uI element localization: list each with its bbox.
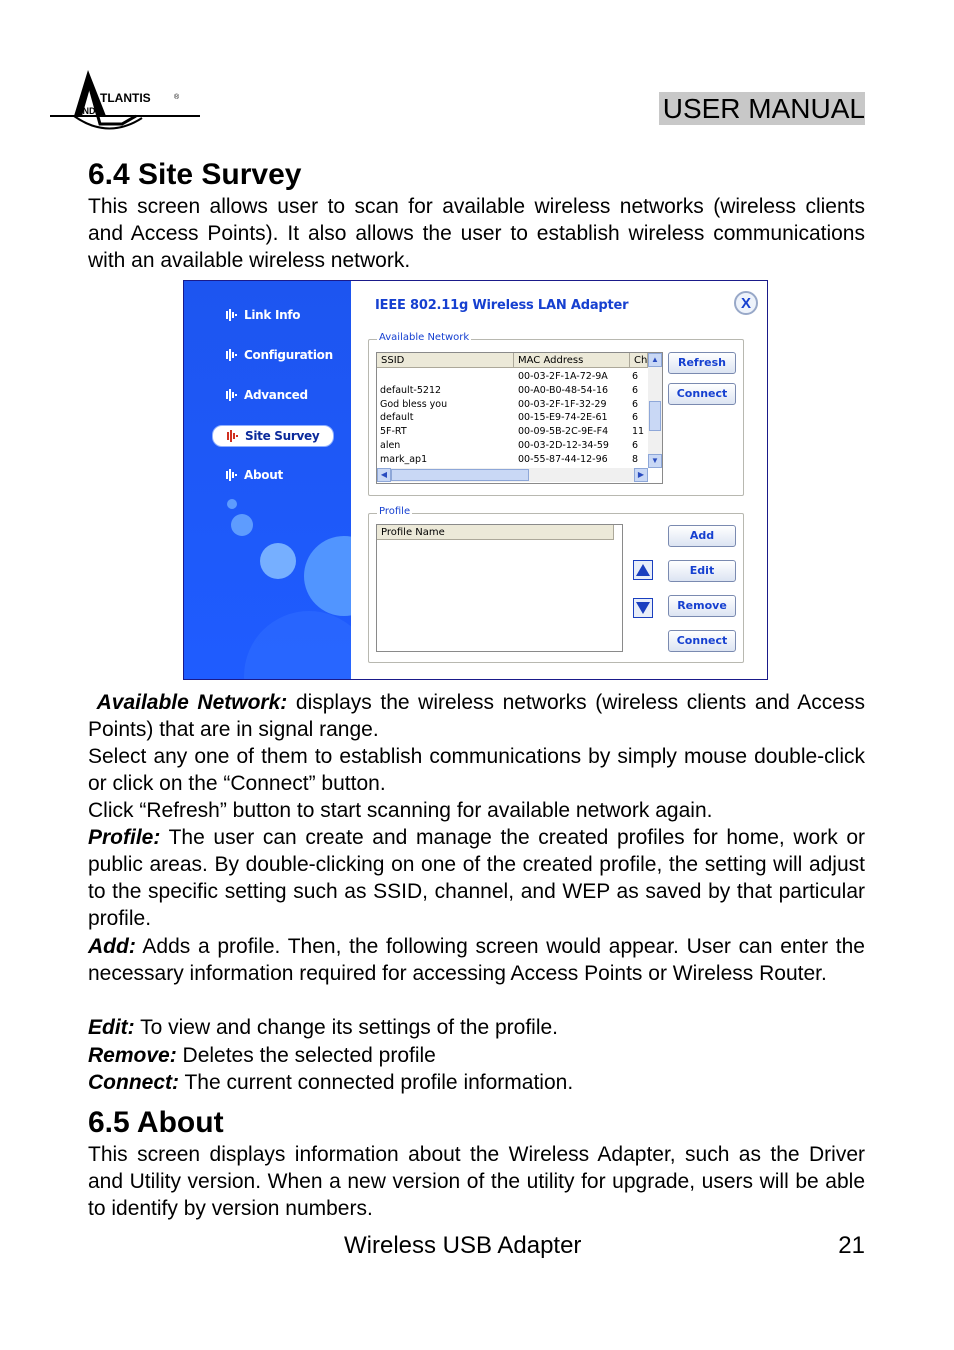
network-channel: 8 bbox=[632, 453, 639, 465]
edit-profile-button[interactable]: Edit bbox=[668, 560, 736, 582]
network-ssid: alen bbox=[380, 440, 401, 451]
network-row[interactable] bbox=[377, 398, 648, 411]
site-survey-intro: This screen allows user to scan for available wireless networks (wireless clients and Access Points). It also allows the user to establish wireless communications with an available wireless network. bbox=[88, 195, 865, 272]
column-channel[interactable]: Ch bbox=[630, 353, 648, 368]
nav-configuration[interactable] bbox=[226, 345, 333, 365]
edit-desc: Edit: To view and change its settings of the profile. bbox=[88, 1016, 559, 1039]
move-up-icon[interactable] bbox=[633, 560, 653, 580]
profile-group bbox=[368, 506, 744, 663]
nav-about[interactable] bbox=[226, 465, 283, 485]
network-row[interactable] bbox=[377, 411, 648, 424]
network-channel: 11 bbox=[632, 426, 645, 438]
svg-text:®: ® bbox=[174, 94, 180, 101]
about-text: This screen displays information about the Wireless Adapter, such as the Driver and Utility version. When a new version of the utility for upgrade, users will be able to identify by version numbers. bbox=[88, 1143, 865, 1220]
scroll-left-icon[interactable]: ◀ bbox=[377, 468, 391, 482]
remove-desc: Remove: Deletes the selected profile bbox=[88, 1044, 436, 1067]
network-mac: 00-15-E9-74-2E-61 bbox=[518, 412, 608, 424]
footer-product: Wireless USB Adapter bbox=[344, 1232, 582, 1259]
nav-label: Site Survey bbox=[245, 429, 320, 443]
network-channel: 6 bbox=[632, 384, 639, 396]
section-title-about: 6.5 About bbox=[88, 1106, 224, 1139]
signal-dots-icon bbox=[226, 349, 238, 361]
network-channel: 6 bbox=[632, 440, 639, 451]
scroll-right-icon[interactable]: ▶ bbox=[634, 468, 648, 482]
network-channel: 6 bbox=[632, 412, 639, 424]
network-ssid: mark_ap1 bbox=[380, 453, 428, 465]
app-title: IEEE 802.11g Wireless LAN Adapter bbox=[375, 298, 629, 313]
network-mac: 00-55-87-44-12-96 bbox=[518, 453, 608, 465]
profile-desc: Profile: The user can create and manage the created profiles for home, work or public areas. By double-clicking on one of the created profile, the setting will adjust to the specific setting such as SSID, channel, and WEP as saved by that particular profile. bbox=[88, 826, 865, 930]
add-profile-button[interactable]: Add bbox=[668, 525, 736, 547]
column-mac[interactable]: MAC Address bbox=[514, 353, 630, 368]
connect-network-button[interactable]: Connect bbox=[668, 383, 736, 405]
page-number: 21 bbox=[838, 1232, 865, 1259]
signal-dots-icon bbox=[227, 430, 239, 442]
profile-list[interactable] bbox=[376, 524, 623, 652]
network-mac: 00-09-5B-2C-9E-F4 bbox=[518, 426, 609, 438]
network-row[interactable] bbox=[377, 370, 648, 383]
connect-desc: Connect: The current connected profile information. bbox=[88, 1071, 574, 1094]
app-sidebar bbox=[184, 281, 351, 679]
network-row[interactable] bbox=[377, 439, 648, 452]
column-ssid[interactable]: SSID bbox=[377, 353, 514, 368]
refresh-button[interactable]: Refresh bbox=[668, 352, 736, 374]
site-survey-screenshot bbox=[183, 280, 768, 680]
network-mac: 00-03-2F-1F-32-29 bbox=[518, 398, 607, 410]
select-network-desc: Select any one of them to establish communications by simply mouse double-click or click on the “Connect” button. bbox=[88, 745, 865, 795]
scroll-up-icon[interactable]: ▲ bbox=[648, 353, 662, 367]
atlantis-logo bbox=[48, 68, 208, 140]
network-mac: 00-03-2D-12-34-59 bbox=[518, 440, 609, 451]
network-ssid: default-5212 bbox=[380, 384, 442, 396]
network-list-hscroll[interactable] bbox=[377, 468, 648, 482]
svg-text:TLANTIS: TLANTIS bbox=[100, 91, 151, 105]
nav-advanced[interactable] bbox=[226, 385, 308, 405]
network-mac: 00-A0-B0-48-54-16 bbox=[518, 384, 609, 396]
network-list-vscroll[interactable] bbox=[648, 353, 662, 468]
network-channel: 6 bbox=[632, 371, 639, 382]
signal-dots-icon bbox=[226, 389, 238, 401]
nav-label: Configuration bbox=[244, 348, 333, 362]
add-desc: Add: Adds a profile. Then, the following screen would appear. User can enter the necessary information required for accessing Access Points or Wireless Router. bbox=[88, 935, 865, 985]
network-mac: 00-03-2F-1A-72-9A bbox=[518, 371, 608, 382]
nav-site-survey[interactable] bbox=[212, 425, 334, 447]
user-manual-label: USER MANUAL bbox=[659, 92, 865, 125]
available-network-legend: Available Network bbox=[379, 332, 470, 343]
profile-legend: Profile bbox=[379, 506, 411, 517]
svg-text:AND: AND bbox=[76, 106, 96, 116]
nav-link-info[interactable] bbox=[226, 305, 300, 325]
signal-dots-icon bbox=[226, 469, 238, 481]
network-row[interactable] bbox=[377, 425, 648, 438]
section-title-site-survey: 6.4 Site Survey bbox=[88, 158, 302, 191]
network-ssid: 5F-RT bbox=[380, 426, 407, 438]
signal-dots-icon bbox=[226, 309, 238, 321]
column-profile-name[interactable]: Profile Name bbox=[377, 525, 614, 540]
nav-label: Advanced bbox=[244, 388, 308, 402]
remove-profile-button[interactable]: Remove bbox=[668, 595, 736, 617]
network-row[interactable] bbox=[377, 384, 648, 397]
network-row[interactable] bbox=[377, 453, 648, 466]
scroll-down-icon[interactable]: ▼ bbox=[648, 454, 662, 468]
refresh-desc: Click “Refresh” button to start scanning for available network again. bbox=[88, 799, 713, 822]
close-button[interactable]: X bbox=[734, 291, 758, 315]
connect-profile-button[interactable]: Connect bbox=[668, 630, 736, 652]
network-ssid: default bbox=[380, 412, 414, 424]
app-main-panel bbox=[351, 281, 767, 679]
available-network-desc: Available Network: displays the wireless networks (wireless clients and Access Points) that are in signal range. bbox=[88, 691, 865, 741]
available-network-group bbox=[368, 332, 744, 496]
nav-label: About bbox=[244, 468, 283, 482]
network-ssid: God bless you bbox=[380, 398, 448, 410]
network-channel: 6 bbox=[632, 398, 639, 410]
network-list[interactable] bbox=[376, 352, 663, 484]
nav-label: Link Info bbox=[244, 308, 301, 322]
move-down-icon[interactable] bbox=[633, 598, 653, 618]
